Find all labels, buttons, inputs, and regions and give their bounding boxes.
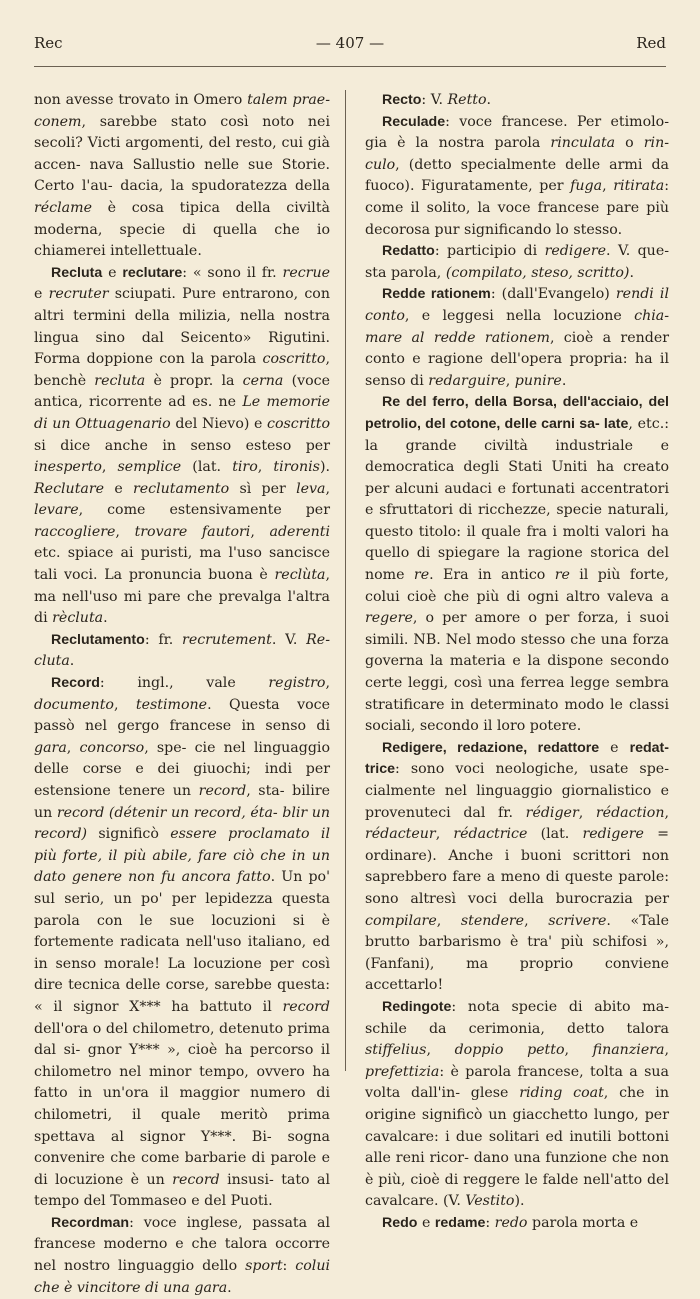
entry-text: ,	[250, 523, 270, 540]
dictionary-entry	[365, 112, 669, 242]
entry-text: il più forte, colui cioè che più di ogni altro valeva a	[365, 567, 669, 605]
entry-text: , come estensivamente per	[78, 502, 330, 519]
italic-term: ritirata	[613, 178, 665, 195]
entry-text: : nota specie di abito ma- schile da cerimonia, detto talora	[365, 998, 669, 1037]
entry-text: .	[629, 264, 634, 281]
italic-term: punire	[514, 372, 562, 389]
entry-text: ,	[101, 459, 118, 476]
italic-term: colui che è vincitore di una gara	[34, 1258, 330, 1296]
italic-term: chia- mare al redde rationem	[365, 307, 669, 346]
entry-text: e	[417, 1214, 435, 1231]
entry-text: , sarebbe stato così noto nei secoli? Victi argomenti, del resto, cui già accen- nava Sallustio nelle sue Storie. Certo l'au- dacia, la spudoratezza della	[34, 113, 330, 195]
entry-text: , o per amore o per forza, i suoi simili. NB. Nel modo stesso che una forza governa la materia e la dispone secondo certe leggi, così una ferrea legge sembra stratificare in determinato modo le classi sociali, secondo il loro potere.	[365, 610, 669, 735]
entry-text: significò	[87, 826, 171, 843]
entry-text: = ordinare). Anche i buoni scrittori non saprebbero fare a meno di queste parole: sono altresì voci della burocrazia per	[365, 826, 670, 907]
entry-headword: Re del ferro, della Borsa, dell'acciaio, del petrolio, del cotone, delle carni sa- late	[365, 394, 669, 432]
entry-text: .	[227, 1279, 232, 1296]
italic-term: record (détenir un record, éta- blir un record)	[34, 804, 330, 843]
italic-term: documento	[34, 696, 114, 713]
italic-term: redarguire	[428, 372, 506, 389]
entry-text: :	[282, 1258, 296, 1275]
italic-term: re	[554, 567, 570, 584]
page-number: — 407 —	[315, 34, 385, 52]
entry-text: o	[615, 135, 644, 152]
entry-text: , (detto specialmente delle armi da fuoco). Figuratamente, per	[365, 156, 669, 195]
entry-text: ,	[436, 912, 461, 929]
entry-headword: Reclutamento	[51, 631, 145, 648]
entry-text: : participio di	[434, 243, 545, 260]
dictionary-entry	[34, 90, 330, 263]
entry-text: si dice anche in senso esteso per	[34, 437, 330, 454]
dictionary-entry	[34, 1213, 330, 1299]
entry-text: : come il solito, la voce francese pare più decorosa pur significando lo stesso.	[365, 178, 669, 238]
entry-text: e	[599, 739, 630, 756]
italic-term: réclame	[34, 199, 92, 216]
entry-text: , ma nell'uso mi pare che prevalga l'altra di	[34, 567, 330, 627]
entry-text: è propr. la	[145, 372, 243, 389]
entry-text: ,	[115, 523, 135, 540]
entry-text: sciupati. Pure entrarono, con altri termini della milizia, nella nostra lingua sino dal Seicento» Rigutini. Forma doppione con la parola	[34, 286, 330, 368]
italic-term: rédiger	[525, 804, 579, 821]
entry-text: ).	[514, 1193, 525, 1210]
italic-term: Le memorie di un Ottuagenario	[34, 394, 331, 432]
entry-text: etc. spiace ai puristi, ma l'uso sancisce tali voci. La pronuncia buona è	[34, 545, 330, 584]
dictionary-entry	[365, 241, 669, 284]
dictionary-entry	[365, 284, 669, 392]
entry-headword: reclutare	[122, 264, 183, 281]
italic-term: Vestito	[465, 1193, 515, 1210]
dictionary-entry	[365, 90, 669, 112]
italic-term: (compilato, steso, scritto)	[445, 264, 630, 281]
italic-term: record	[172, 1171, 220, 1188]
dictionary-entry	[365, 1213, 669, 1235]
italic-term: aderenti	[269, 523, 330, 540]
italic-term: record	[198, 783, 247, 799]
entry-text: (lat.	[527, 826, 583, 843]
entry-text: . Era in antico	[429, 567, 555, 584]
entry-headword: Redingote	[382, 998, 452, 1015]
italic-term: riding coat	[519, 1085, 604, 1102]
italic-term: gara	[34, 739, 67, 756]
italic-term: tironis	[273, 459, 320, 476]
italic-term: doppio petto	[454, 1042, 565, 1059]
entry-headword: Redde rationem	[382, 286, 491, 303]
dictionary-entry	[365, 738, 669, 997]
entry-headword: Redigere, redazione, redattore	[382, 739, 600, 756]
entry-text: ,	[113, 696, 136, 713]
italic-term: recrutement	[182, 631, 272, 648]
italic-term: Reclutare	[34, 480, 105, 497]
dictionary-entry	[34, 263, 330, 630]
entry-headword: Redo	[382, 1214, 418, 1231]
entry-text: ,	[325, 480, 331, 497]
entry-text: : sono voci neologiche, usate spe- cialmente nel linguaggio giornalistico e provenuteci dal fr.	[365, 761, 669, 821]
italic-term: rin- culo	[365, 135, 670, 173]
entry-text: .	[486, 92, 492, 108]
italic-term: inesperto	[34, 459, 102, 476]
entry-text: e	[104, 480, 133, 497]
entry-text: ,	[257, 459, 274, 476]
entry-text: e	[102, 264, 123, 281]
italic-term: redo	[494, 1214, 528, 1231]
italic-term: re	[413, 567, 430, 584]
entry-text: (voce antica, ricorrente ad es. ne	[34, 372, 330, 411]
entry-text: ,	[426, 1042, 455, 1059]
entry-text: : è parola francese, tolta a sua volta dall'in- glese	[365, 1063, 669, 1102]
left-column	[34, 90, 330, 1299]
entry-text: ).	[319, 459, 330, 476]
italic-term: rédactrice	[453, 826, 528, 843]
italic-term: coscritto	[262, 351, 326, 368]
entry-text: : (dall'Evangelo)	[490, 286, 616, 303]
header-right-guideword: Red	[636, 34, 666, 52]
entry-text: .	[69, 653, 75, 670]
entry-text: .	[103, 610, 108, 627]
entry-text: ,	[325, 675, 330, 692]
italic-term: registro	[268, 675, 326, 692]
entry-headword: Record	[51, 675, 100, 692]
italic-term: rècluta	[52, 610, 104, 627]
entry-text: , cioè a render conto e ragione dell'opera propria: ha il senso di	[365, 329, 669, 389]
italic-term: coscritto	[267, 415, 331, 432]
entry-headword: Recto	[382, 92, 422, 108]
dictionary-entry	[34, 673, 330, 1213]
italic-term: essere proclamato il più forte, il più abile, fare ciò che in un dato genere non fu ancora fatto	[34, 826, 330, 886]
italic-term: recruter	[48, 286, 109, 303]
italic-term: trovare fautori	[134, 523, 251, 540]
entry-text: ,	[664, 804, 669, 821]
entry-text: : fr.	[144, 631, 183, 648]
entry-text: parola morta e	[527, 1214, 639, 1231]
italic-term: levare	[34, 502, 79, 519]
entry-text: ,	[505, 372, 515, 389]
italic-term: rinculata	[550, 135, 616, 152]
italic-term: sport	[245, 1258, 283, 1275]
entry-text: , spe- cie nel linguaggio delle corse e dei giuochi; indi per estensione tenere un	[34, 739, 330, 799]
entry-text: ,	[578, 804, 596, 821]
entry-text: ,	[435, 826, 454, 843]
entry-text: insusi- tato al tempo del Tommaseo e del Puoti.	[34, 1171, 330, 1210]
entry-text: : « sono il fr.	[182, 264, 283, 281]
italic-term: stendere	[460, 912, 525, 929]
entry-text: non avesse trovato in Omero	[34, 92, 248, 108]
entry-headword: Reculade	[382, 113, 446, 130]
entry-text: , sta- bilire un	[34, 783, 331, 821]
italic-term: talem prae-	[247, 92, 330, 108]
entry-text: .	[561, 372, 567, 389]
italic-term: cerna	[242, 372, 284, 389]
italic-term: Retto	[447, 92, 487, 108]
entry-text: :	[485, 1214, 495, 1231]
header-left-guideword: Rec	[34, 34, 63, 52]
dictionary-entry	[34, 630, 330, 673]
right-column	[365, 90, 669, 1234]
entry-text: . «Tale brutto barbarismo è tra' più schifosi », (Fanfani), ma proprio conviene accettarlo!	[365, 912, 669, 994]
italic-term: rendi il conto	[365, 286, 669, 324]
italic-term: Re- cluta	[34, 631, 330, 670]
entry-headword: redame	[434, 1214, 486, 1231]
dictionary-entry	[365, 392, 669, 738]
italic-term: finanziera	[592, 1042, 665, 1059]
entry-text: , benchè	[34, 351, 330, 389]
italic-term: leva	[296, 480, 326, 497]
italic-term: reclutamento	[132, 480, 230, 497]
italic-term: concorso	[79, 739, 145, 756]
italic-term: scrivere	[548, 912, 607, 929]
italic-term: redigere	[544, 243, 607, 260]
italic-term: semplice	[117, 459, 182, 476]
italic-term: stiffelius	[365, 1042, 427, 1059]
entry-text: è cosa tipica della civiltà moderna, specie di quella che io chiamerei intellettuale.	[34, 199, 330, 260]
italic-term: tiro	[232, 459, 258, 476]
entry-text: , e leggesi nella locuzione	[404, 307, 635, 324]
entry-text: : V.	[421, 92, 448, 108]
entry-text: : ingl., vale	[99, 675, 269, 692]
italic-term: reclùta	[274, 567, 326, 584]
entry-text: . Questa voce passò nel gergo francese in senso di	[34, 696, 330, 735]
entry-text: . V.	[271, 631, 307, 648]
page-header	[34, 34, 666, 56]
entry-text: del Nievo) e	[170, 415, 268, 432]
entry-text: e	[34, 286, 49, 303]
entry-text: dell'ora o del chilometro, detenuto prima dal si- gnor Y*** », cioè ha percorso il chilometro nel minor tempo, ovvero ha fatto in un'ora il maggior numero di chilometri, il quale meritò prima spettava al signor Y***. Bi- sogna convenire che come barbarie di parole e di locuzione è un	[34, 1020, 330, 1188]
entry-text: . Un po' sul serio, un po' per lepidezza questa parola con le sue locuzioni si è fortemente radicata nell'uso italiano, ed in senso morale! La locuzione per così dire tecnica delle corse, sarebbe questa: « il signor X*** ha battuto il	[34, 869, 330, 1015]
italic-term: redigere	[582, 826, 644, 843]
italic-term: prefettizia	[365, 1063, 440, 1080]
italic-term: compilare	[365, 912, 437, 929]
column-divider	[345, 90, 346, 1071]
entry-text: ,	[602, 178, 614, 195]
entry-text: ,	[664, 1042, 669, 1059]
entry-text: , etc.: la grande civiltà industriale e democratica degli Stati Uniti ha creato per alcuni audaci e fortunati accentratori e sfruttatori di ricchezze, specie naturali, questo titolo: il quale fra i molti valori ha quello di spiegare la ragione storica del nome	[365, 415, 669, 584]
entry-text: . V. que- sta parola,	[365, 243, 670, 281]
italic-term: conem	[34, 113, 82, 130]
italic-term: raccogliere	[34, 523, 116, 540]
entry-text: : voce inglese, passata al francese moderno e che talora occorre nel nostro linguaggio dello	[34, 1214, 330, 1275]
italic-term: regere	[365, 610, 413, 627]
italic-term: recrue	[282, 264, 330, 281]
italic-term: rédaction	[595, 804, 665, 821]
entry-text: , che in origine significò un giacchetto lungo, per cavalcare: i due solitari ed inutili bottoni alle reni ricor- dano una funzione che non è più, cioè di reggere le falde nell'atto del cavalcare. (V.	[365, 1085, 669, 1210]
dictionary-entry	[365, 997, 669, 1213]
italic-term: recluta	[94, 372, 146, 389]
italic-term: testimone	[135, 696, 208, 713]
entry-headword: redat- trice	[365, 739, 670, 778]
italic-term: rédacteur	[365, 826, 436, 843]
entry-text: sì per	[229, 480, 297, 497]
entry-headword: Recordman	[51, 1214, 130, 1231]
entry-text: (lat.	[181, 459, 233, 476]
entry-text: ,	[564, 1042, 593, 1059]
header-rule	[34, 66, 666, 67]
italic-term: record	[282, 998, 330, 1015]
entry-text: : voce francese. Per etimolo- gia è la nostra parola	[365, 113, 669, 152]
italic-term: fuga	[570, 178, 603, 195]
entry-text: ,	[66, 739, 80, 756]
entry-text: ,	[524, 912, 549, 929]
entry-headword: Redatto	[382, 243, 435, 260]
entry-headword: Recluta	[51, 264, 103, 281]
